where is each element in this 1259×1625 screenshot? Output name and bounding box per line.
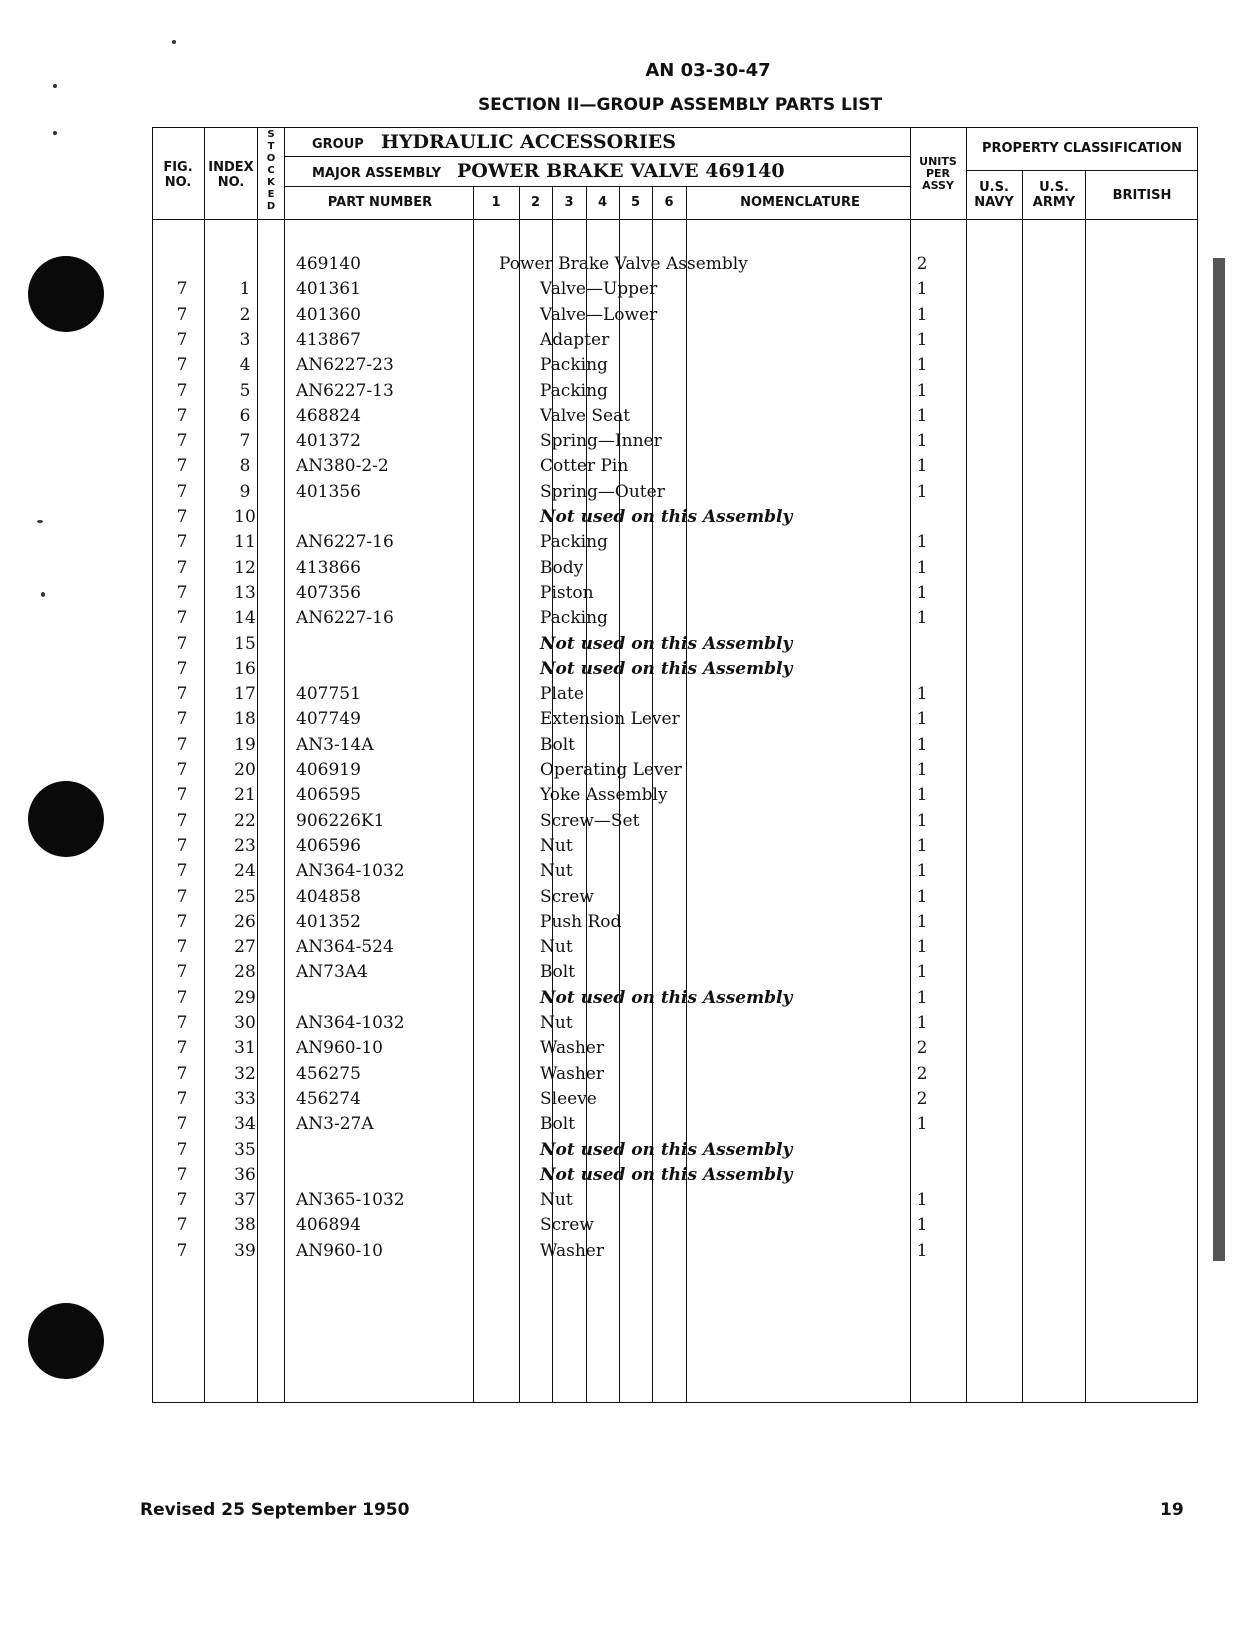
nomenclature-cell: Screw—Set [540, 810, 640, 831]
table-row [152, 1011, 1052, 1036]
nomenclature-cell: Washer [540, 1063, 604, 1084]
nomenclature-cell: Valve Seat [540, 405, 631, 426]
nomenclature-cell: Packing [540, 355, 608, 376]
table-row [152, 1138, 1052, 1163]
units-cell: 1 [916, 760, 928, 780]
nomenclature-cell: Valve—Lower [540, 304, 658, 325]
part-number-cell: AN6227-23 [296, 355, 394, 376]
index-no-cell: 20 [234, 760, 256, 780]
nomenclature-cell: Packing [540, 380, 608, 401]
table-row [152, 1163, 1052, 1188]
table-row [152, 581, 1052, 606]
units-cell: 1 [916, 835, 928, 856]
fig-no-cell: 7 [176, 684, 188, 705]
header-rule [284, 186, 910, 187]
part-number-cell: 406595 [296, 785, 361, 806]
part-number-cell: 413867 [296, 329, 361, 350]
index-no-cell: 28 [234, 962, 256, 983]
nomenclature-cell: Packing [540, 608, 608, 629]
index-no-cell: 7 [239, 431, 251, 452]
nomenclature-cell: Washer [540, 1240, 604, 1261]
part-number-cell: 401360 [296, 304, 361, 325]
index-no-cell: 3 [239, 329, 251, 350]
fig-no-cell: 7 [176, 785, 188, 806]
units-cell: 1 [916, 734, 928, 755]
stocked-letter: C [267, 165, 275, 176]
nomenclature-cell: Nut [540, 1013, 573, 1033]
table-row [152, 910, 1052, 935]
units-cell: 1 [916, 810, 928, 831]
table-row [152, 606, 1052, 631]
table-row [152, 1036, 1052, 1061]
group-label: GROUP [312, 137, 364, 152]
table-row [152, 758, 1052, 783]
units-cell: 1 [916, 1215, 928, 1236]
table-row [152, 783, 1052, 808]
nomenclature-cell: Push Rod [540, 911, 622, 932]
index-no-cell: 5 [239, 380, 251, 401]
nomenclature-cell: Plate [540, 684, 584, 705]
units-cell: 1 [916, 886, 928, 907]
table-row [152, 328, 1052, 353]
revision-date: Revised 25 September 1950 [140, 1500, 410, 1520]
nomenclature-cell: Sleeve [540, 1088, 597, 1109]
fig-no-cell: 7 [176, 1190, 188, 1211]
units-cell: 1 [916, 304, 928, 325]
nomenclature-cell: Nut [540, 861, 573, 882]
part-number-cell: AN960-10 [296, 1240, 383, 1261]
fig-no-cell: 7 [176, 329, 188, 350]
index-no-cell: 33 [234, 1088, 256, 1109]
units-cell: 1 [916, 279, 928, 300]
indent-col-2: 2 [530, 195, 541, 210]
part-number-cell: AN3-27A [296, 1114, 374, 1135]
index-no-cell: 38 [234, 1215, 256, 1236]
index-no-cell: 36 [234, 1164, 256, 1185]
units-cell: 2 [916, 1088, 928, 1109]
index-no-cell: 13 [234, 582, 256, 603]
table-row [152, 1112, 1052, 1137]
nomenclature-cell: Not used on this Assembly [540, 987, 793, 1008]
part-number-cell: 407751 [296, 684, 361, 705]
revision-bar [1213, 258, 1225, 1261]
units-cell: 1 [916, 911, 928, 932]
scan-speck [172, 40, 176, 44]
fig-no-cell: 7 [176, 304, 188, 325]
nomenclature-cell: Not used on this Assembly [540, 633, 793, 654]
fig-no-cell: 7 [176, 431, 188, 452]
fig-no-cell: 7 [176, 911, 188, 932]
nomenclature-cell: Bolt [540, 734, 575, 755]
part-number-cell: AN960-10 [296, 1038, 383, 1059]
fig-no-cell: 7 [176, 1114, 188, 1135]
nomenclature-cell: Cotter Pin [540, 456, 629, 477]
fig-no-cell: 7 [176, 532, 188, 553]
table-row [152, 454, 1052, 479]
units-cell: 1 [916, 684, 928, 705]
fig-no-cell: 7 [176, 987, 188, 1008]
part-number-cell: AN6227-16 [296, 532, 394, 553]
index-no-cell: 37 [234, 1190, 256, 1211]
scan-speck [41, 592, 45, 597]
part-number-cell: 456275 [296, 1063, 361, 1084]
fig-no-cell: 7 [176, 1088, 188, 1109]
nomenclature-cell: Piston [540, 582, 594, 603]
nomenclature-cell: Not used on this Assembly [540, 1164, 793, 1185]
part-number-cell: 456274 [296, 1088, 361, 1109]
fig-no-cell: 7 [176, 1038, 188, 1059]
table-row [152, 480, 1052, 505]
units-cell: 1 [916, 785, 928, 806]
part-number-cell: AN3-14A [296, 734, 374, 755]
table-row [152, 277, 1052, 302]
table-row [152, 707, 1052, 732]
table-row [152, 935, 1052, 960]
index-no-cell: 2 [239, 304, 251, 325]
british-header: BRITISH [1112, 188, 1172, 203]
table-row [152, 1062, 1052, 1087]
us-army-header: U.S. ARMY [1032, 180, 1076, 210]
indent-col-5: 5 [630, 195, 641, 210]
nomenclature-cell: Not used on this Assembly [540, 1139, 793, 1160]
part-number-header: PART NUMBER [327, 195, 433, 210]
punch-hole-bottom [28, 1303, 104, 1379]
index-no-cell: 15 [234, 633, 256, 654]
fig-no-cell: 7 [176, 608, 188, 629]
table-row [152, 657, 1052, 682]
table-row [152, 733, 1052, 758]
part-number-cell: 407749 [296, 709, 361, 730]
index-no-cell: 11 [234, 532, 256, 553]
table-row [152, 353, 1052, 378]
units-per-assy-header: UNITS PER ASSY [919, 155, 957, 192]
part-number-cell: 401352 [296, 911, 361, 932]
fig-no-cell: 7 [176, 760, 188, 780]
index-no-cell: 21 [234, 785, 256, 806]
table-row [152, 834, 1052, 859]
table-row [152, 1188, 1052, 1213]
units-cell: 1 [916, 532, 928, 553]
index-no-cell: 25 [234, 886, 256, 907]
index-no-cell: 17 [234, 684, 256, 705]
index-no-cell: 24 [234, 861, 256, 882]
nomenclature-cell: Not used on this Assembly [540, 507, 793, 527]
fig-no-cell: 7 [176, 279, 188, 300]
part-number-cell: AN380-2-2 [296, 456, 389, 477]
index-no-cell: 26 [234, 911, 256, 932]
section-title: SECTION II—GROUP ASSEMBLY PARTS LIST [477, 95, 883, 115]
part-number-cell: 906226K1 [296, 810, 385, 831]
nomenclature-cell: Power Brake Valve Assembly [499, 254, 748, 274]
index-no-cell: 29 [234, 987, 256, 1008]
fig-no-cell: 7 [176, 456, 188, 477]
part-number-cell: 404858 [296, 886, 361, 907]
index-no-cell: 1 [239, 279, 251, 300]
table-row [152, 429, 1052, 454]
index-no-header: INDEX NO. [208, 160, 254, 190]
scan-speck [53, 84, 57, 88]
nomenclature-cell: Screw [540, 1215, 594, 1236]
header-rule [284, 156, 910, 157]
units-cell: 1 [916, 937, 928, 958]
table-row [152, 303, 1052, 328]
major-assembly-value: POWER BRAKE VALVE 469140 [457, 160, 785, 182]
stocked-letter: K [267, 177, 275, 188]
group-value: HYDRAULIC ACCESSORIES [381, 131, 677, 153]
units-cell: 1 [916, 431, 928, 452]
index-no-cell: 22 [234, 810, 256, 831]
units-cell: 1 [916, 380, 928, 401]
fig-no-cell: 7 [176, 405, 188, 426]
nomenclature-cell: Yoke Assembly [540, 785, 668, 806]
index-no-cell: 23 [234, 835, 256, 856]
stocked-letter: S [267, 129, 275, 140]
indent-col-3: 3 [564, 195, 574, 210]
fig-no-cell: 7 [176, 380, 188, 401]
units-cell: 1 [916, 608, 928, 629]
nomenclature-cell: Spring—Outer [540, 481, 665, 502]
nomenclature-cell: Valve—Upper [540, 279, 658, 300]
part-number-cell: AN6227-13 [296, 380, 394, 401]
stocked-letter: E [267, 189, 275, 200]
fig-no-cell: 7 [176, 1063, 188, 1084]
part-number-cell: AN365-1032 [296, 1190, 405, 1211]
fig-no-header: FIG. NO. [163, 160, 193, 190]
punch-hole-top [28, 256, 104, 332]
scan-speck [53, 131, 57, 135]
fig-no-cell: 7 [176, 886, 188, 907]
property-classification-header: PROPERTY CLASSIFICATION [981, 141, 1183, 156]
units-cell: 1 [916, 1013, 928, 1033]
nomenclature-cell: Adapter [540, 329, 610, 350]
index-no-cell: 12 [234, 557, 256, 578]
fig-no-cell: 7 [176, 861, 188, 882]
units-cell: 1 [916, 1190, 928, 1211]
table-row [152, 809, 1052, 834]
part-number-cell: AN364-524 [296, 937, 394, 958]
table-row [152, 1213, 1052, 1238]
page-number: 19 [1160, 1500, 1184, 1520]
table-row [152, 252, 1052, 277]
units-cell: 1 [916, 987, 928, 1008]
units-cell: 1 [916, 861, 928, 882]
column-rule [1085, 170, 1086, 1403]
nomenclature-cell: Nut [540, 937, 573, 958]
nomenclature-cell: Nut [540, 1190, 573, 1211]
units-cell: 1 [916, 582, 928, 603]
table-row [152, 859, 1052, 884]
units-cell: 1 [916, 1114, 928, 1135]
index-no-cell: 16 [234, 658, 256, 679]
fig-no-cell: 7 [176, 937, 188, 958]
units-cell: 1 [916, 481, 928, 502]
nomenclature-cell: Body [540, 557, 584, 578]
table-row [152, 885, 1052, 910]
table-row [152, 986, 1052, 1011]
part-number-cell: 401361 [296, 279, 361, 300]
units-cell: 1 [916, 1240, 928, 1261]
nomenclature-header: NOMENCLATURE [740, 195, 860, 210]
part-number-cell: 406894 [296, 1215, 361, 1236]
nomenclature-cell: Screw [540, 886, 594, 907]
nomenclature-cell: Bolt [540, 962, 575, 983]
index-no-cell: 8 [239, 456, 251, 477]
fig-no-cell: 7 [176, 962, 188, 983]
units-cell: 1 [916, 709, 928, 730]
punch-hole-middle [28, 781, 104, 857]
stocked-letter: T [267, 141, 275, 152]
fig-no-cell: 7 [176, 1139, 188, 1160]
index-no-cell: 27 [234, 937, 256, 958]
units-cell: 2 [916, 1063, 928, 1084]
fig-no-cell: 7 [176, 481, 188, 502]
fig-no-cell: 7 [176, 582, 188, 603]
part-number-cell: AN6227-16 [296, 608, 394, 629]
scan-speck [37, 520, 43, 523]
indent-col-6: 6 [664, 195, 674, 210]
fig-no-cell: 7 [176, 810, 188, 831]
units-cell: 1 [916, 557, 928, 578]
nomenclature-cell: Operating Lever [540, 760, 682, 780]
part-number-cell: 401356 [296, 481, 361, 502]
fig-no-cell: 7 [176, 1215, 188, 1236]
fig-no-cell: 7 [176, 709, 188, 730]
us-navy-header: U.S. NAVY [974, 180, 1014, 210]
nomenclature-cell: Bolt [540, 1114, 575, 1135]
part-number-cell: AN73A4 [296, 962, 368, 983]
part-number-cell: 469140 [296, 254, 361, 274]
index-no-cell: 4 [239, 355, 251, 376]
fig-no-cell: 7 [176, 835, 188, 856]
indent-col-4: 4 [597, 195, 608, 210]
units-cell: 1 [916, 329, 928, 350]
units-cell: 1 [916, 355, 928, 376]
index-no-cell: 32 [234, 1063, 256, 1084]
part-number-cell: 401372 [296, 431, 361, 452]
index-no-cell: 14 [234, 608, 256, 629]
document-number: AN 03-30-47 [645, 60, 771, 81]
index-no-cell: 30 [234, 1013, 256, 1033]
fig-no-cell: 7 [176, 1013, 188, 1033]
index-no-cell: 6 [239, 405, 251, 426]
part-number-cell: 406919 [296, 760, 361, 780]
table-row [152, 404, 1052, 429]
index-no-cell: 39 [234, 1240, 256, 1261]
nomenclature-cell: Packing [540, 532, 608, 553]
table-row [152, 960, 1052, 985]
nomenclature-cell: Washer [540, 1038, 604, 1059]
fig-no-cell: 7 [176, 633, 188, 654]
fig-no-cell: 7 [176, 1164, 188, 1185]
nomenclature-cell: Spring—Inner [540, 431, 662, 452]
nomenclature-cell: Not used on this Assembly [540, 658, 793, 679]
header-rule [966, 170, 1198, 171]
table-row [152, 1087, 1052, 1112]
part-number-cell: AN364-1032 [296, 1013, 405, 1033]
indent-col-1: 1 [491, 195, 501, 210]
header-rule [152, 219, 1198, 220]
stocked-letter: O [266, 153, 276, 164]
index-no-cell: 10 [234, 507, 256, 527]
table-row [152, 505, 1052, 530]
units-cell: 1 [916, 456, 928, 477]
table-row [152, 530, 1052, 555]
index-no-cell: 35 [234, 1139, 256, 1160]
units-cell: 2 [916, 1038, 928, 1059]
table-row [152, 632, 1052, 657]
units-cell: 1 [916, 962, 928, 983]
index-no-cell: 31 [234, 1038, 256, 1059]
part-number-cell: 406596 [296, 835, 361, 856]
index-no-cell: 18 [234, 709, 256, 730]
major-assembly-label: MAJOR ASSEMBLY [312, 166, 442, 181]
index-no-cell: 19 [234, 734, 256, 755]
part-number-cell: AN364-1032 [296, 861, 405, 882]
table-row [152, 682, 1052, 707]
nomenclature-cell: Nut [540, 835, 573, 856]
stocked-letter: D [266, 201, 276, 212]
units-cell: 1 [916, 405, 928, 426]
fig-no-cell: 7 [176, 734, 188, 755]
nomenclature-cell: Extension Lever [540, 709, 680, 730]
fig-no-cell: 7 [176, 355, 188, 376]
table-row [152, 379, 1052, 404]
fig-no-cell: 7 [176, 658, 188, 679]
units-cell: 2 [916, 254, 928, 274]
fig-no-cell: 7 [176, 1240, 188, 1261]
index-no-cell: 34 [234, 1114, 256, 1135]
fig-no-cell: 7 [176, 557, 188, 578]
part-number-cell: 468824 [296, 405, 361, 426]
table-row [152, 1239, 1052, 1264]
table-row [152, 556, 1052, 581]
index-no-cell: 9 [239, 481, 251, 502]
part-number-cell: 413866 [296, 557, 361, 578]
part-number-cell: 407356 [296, 582, 361, 603]
fig-no-cell: 7 [176, 507, 188, 527]
